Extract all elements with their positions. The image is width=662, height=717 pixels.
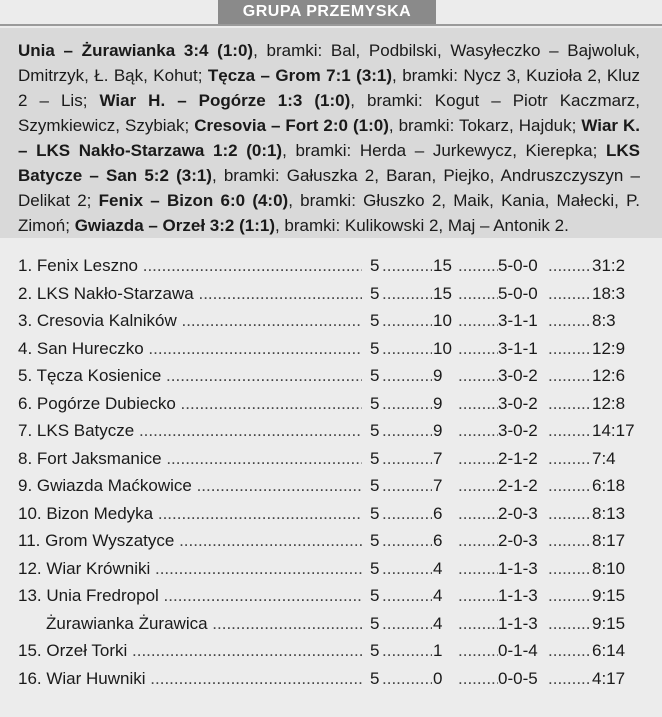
goal-ratio: 6:18 — [592, 476, 626, 495]
table-row — [0, 665, 662, 693]
match-scorers: , bramki: Kogut – Piotr Kaczmarz, Szymkiewicz, Szybiak; — [18, 91, 640, 135]
match-scorers: , bramki: Nycz 3, Kuzioła 2, Kluz 2 – Lis; — [18, 66, 640, 110]
match-scorers: , bramki: Kulikowski 2, Maj – Antonik 2. — [274, 216, 569, 235]
dot-leader — [458, 335, 498, 363]
table-row — [0, 527, 662, 555]
team-name: 15. Orzeł Torki ..... — [18, 637, 362, 665]
dot-leader — [458, 637, 498, 665]
points: 4 — [433, 586, 443, 605]
dot-leader — [382, 335, 432, 363]
win-draw-loss: 3-0-2 — [498, 421, 538, 440]
dot-leader — [382, 280, 432, 308]
goal-ratio: 12:6 — [592, 366, 626, 385]
matches-played: 5 — [370, 256, 380, 275]
points: 0 — [433, 668, 443, 688]
match-score: Wiar K. – LKS Nakło-Starzawa 1:2 (0:1) — [18, 116, 641, 160]
dot-leader — [548, 610, 592, 638]
dot-leader — [382, 582, 432, 610]
goal-ratio: 4:17 — [592, 668, 626, 688]
win-draw-loss: 3-1-1 — [498, 338, 538, 358]
team-name: 13. Unia Fredropol ..... — [18, 582, 362, 610]
table-row — [0, 335, 662, 363]
dot-leader — [382, 527, 432, 555]
dot-leader — [548, 527, 592, 555]
team-name: 7. LKS Batycze ..... — [18, 417, 362, 445]
dot-leader — [548, 472, 592, 500]
dot-leader — [548, 555, 592, 583]
dot-leader — [458, 500, 498, 528]
matches-played: 5 — [370, 503, 380, 523]
dot-leader — [382, 307, 432, 335]
dot-leader — [382, 610, 432, 638]
goal-ratio: 9:15 — [592, 613, 626, 633]
goal-ratio: 31:2 — [592, 256, 626, 275]
team-name: 12. Wiar Krówniki ..... — [18, 555, 362, 583]
table-row — [0, 445, 662, 473]
header-divider — [0, 24, 662, 26]
section-header: GRUPA PRZEMYSKA — [218, 0, 436, 24]
dot-leader — [458, 527, 498, 555]
table-row — [0, 555, 662, 583]
win-draw-loss: 2-1-2 — [498, 476, 538, 495]
dot-leader — [382, 555, 432, 583]
team-name: 4. San Hureczko ..... — [18, 335, 362, 363]
table-row — [0, 390, 662, 418]
win-draw-loss: 2-1-2 — [498, 448, 538, 468]
team-name: 3. Cresovia Kalników ..... — [18, 307, 362, 335]
match-scorers: , bramki: Herda – Jurkewycz, Kierepka; — [282, 141, 606, 160]
match-scorers: , bramki: Bal, Podbilski, Wasyłeczko – Bajwoluk, Dmitrzyk, Ł. Bąk, Kohut; — [18, 41, 641, 85]
dot-leader — [382, 472, 432, 500]
win-draw-loss: 0-1-4 — [498, 641, 538, 660]
points: 7 — [433, 476, 443, 495]
dot-leader — [548, 637, 592, 665]
team-name: 9. Gwiazda Maćkowice ..... — [18, 472, 362, 500]
team-name: 10. Bizon Medyka ..... — [18, 500, 362, 528]
points: 4 — [433, 558, 443, 578]
matches-played: 5 — [370, 311, 380, 330]
dot-leader — [458, 252, 498, 280]
matches-played: 5 — [370, 338, 380, 358]
team-name: 1. Fenix Leszno ..... — [18, 252, 362, 280]
goal-ratio: 8:10 — [592, 558, 626, 578]
table-row — [0, 417, 662, 445]
points: 4 — [433, 613, 443, 633]
match-score: LKS Batycze – San 5:2 (3:1) — [18, 141, 640, 185]
match-score: Tęcza – Grom 7:1 (3:1) — [207, 66, 393, 85]
match-scorers: , bramki: Głuszko 2, Maik, Kania, Małecki, P. Zimoń; — [18, 191, 641, 235]
table-row — [0, 610, 662, 638]
table-row — [0, 362, 662, 390]
team-name: 11. Grom Wyszatyce ..... — [18, 527, 362, 555]
goal-ratio: 12:8 — [592, 393, 626, 413]
goal-ratio: 9:15 — [592, 586, 626, 605]
dot-leader — [548, 582, 592, 610]
table-row — [0, 252, 662, 280]
win-draw-loss: 1-1-3 — [498, 586, 538, 605]
dot-leader — [382, 252, 432, 280]
match-score: Gwiazda – Orzeł 3:2 (1:1) — [74, 216, 275, 235]
goal-ratio: 18:3 — [592, 283, 626, 303]
win-draw-loss: 3-0-2 — [498, 366, 538, 385]
dot-leader — [382, 390, 432, 418]
dot-leader — [548, 445, 592, 473]
goal-ratio: 8:13 — [592, 503, 626, 523]
matches-played: 5 — [370, 613, 380, 633]
matches-played: 5 — [370, 421, 380, 440]
win-draw-loss: 3-0-2 — [498, 393, 538, 413]
win-draw-loss: 2-0-3 — [498, 531, 538, 550]
dot-leader — [548, 665, 592, 693]
points: 9 — [433, 366, 443, 385]
matches-played: 5 — [370, 283, 380, 303]
standings-table — [0, 252, 662, 692]
points: 1 — [433, 641, 443, 660]
points: 9 — [433, 393, 443, 413]
dot-leader — [458, 472, 498, 500]
team-name: 2. LKS Nakło-Starzawa ..... — [18, 280, 362, 308]
dot-leader — [458, 390, 498, 418]
dot-leader — [458, 280, 498, 308]
match-score: Wiar H. – Pogórze 1:3 (1:0) — [99, 91, 351, 110]
dot-leader — [458, 582, 498, 610]
points: 15 — [433, 256, 452, 275]
dot-leader — [382, 500, 432, 528]
win-draw-loss: 0-0-5 — [498, 668, 538, 688]
matches-played: 5 — [370, 531, 380, 550]
team-name: 16. Wiar Huwniki ..... — [18, 665, 362, 693]
matches-played: 5 — [370, 558, 380, 578]
points: 9 — [433, 421, 443, 440]
dot-leader — [548, 335, 592, 363]
match-scorers: , bramki: Gałuszka 2, Baran, Piejko, Andruszczyszyn – Delikat 2; — [18, 166, 640, 210]
dot-leader — [548, 362, 592, 390]
dot-leader — [382, 637, 432, 665]
table-row — [0, 582, 662, 610]
table-row — [0, 307, 662, 335]
goal-ratio: 8:17 — [592, 531, 626, 550]
dot-leader — [548, 390, 592, 418]
dot-leader — [382, 417, 432, 445]
points: 10 — [433, 338, 452, 358]
table-row — [0, 280, 662, 308]
dot-leader — [458, 307, 498, 335]
points: 10 — [433, 311, 452, 330]
match-score: Cresovia – Fort 2:0 (1:0) — [194, 116, 389, 135]
match-score: Fenix – Bizon 6:0 (4:0) — [98, 191, 289, 210]
matches-played: 5 — [370, 448, 380, 468]
goal-ratio: 14:17 — [592, 421, 635, 440]
dot-leader — [458, 610, 498, 638]
dot-leader — [548, 307, 592, 335]
goal-ratio: 6:14 — [592, 641, 626, 660]
matches-played: 5 — [370, 641, 380, 660]
goal-ratio: 8:3 — [592, 311, 616, 330]
points: 6 — [433, 503, 443, 523]
match-scorers: , bramki: Tokarz, Hajduk; — [388, 116, 582, 135]
dot-leader — [548, 252, 592, 280]
table-row — [0, 500, 662, 528]
team-name: 5. Tęcza Kosienice ..... — [18, 362, 362, 390]
matches-played: 5 — [370, 366, 380, 385]
dot-leader — [382, 362, 432, 390]
dot-leader — [458, 417, 498, 445]
match-score: Unia – Żurawianka 3:4 (1:0) — [18, 41, 254, 60]
team-name: 8. Fort Jaksmanice ..... — [18, 445, 362, 473]
win-draw-loss: 5-0-0 — [498, 283, 538, 303]
dot-leader — [458, 362, 498, 390]
dot-leader — [382, 665, 432, 693]
matches-played: 5 — [370, 476, 380, 495]
match-results-paragraph — [0, 28, 662, 238]
team-name: Żurawianka Żurawica ..... — [46, 610, 362, 638]
win-draw-loss: 5-0-0 — [498, 256, 538, 275]
win-draw-loss: 3-1-1 — [498, 311, 538, 330]
table-row — [0, 472, 662, 500]
goal-ratio: 7:4 — [592, 448, 616, 468]
points: 15 — [433, 283, 452, 303]
dot-leader — [548, 280, 592, 308]
dot-leader — [458, 665, 498, 693]
dot-leader — [548, 417, 592, 445]
win-draw-loss: 1-1-3 — [498, 558, 538, 578]
dot-leader — [458, 555, 498, 583]
win-draw-loss: 1-1-3 — [498, 613, 538, 633]
matches-played: 5 — [370, 668, 380, 688]
dot-leader — [548, 500, 592, 528]
goal-ratio: 12:9 — [592, 338, 626, 358]
points: 6 — [433, 531, 443, 550]
win-draw-loss: 2-0-3 — [498, 503, 538, 523]
dot-leader — [382, 445, 432, 473]
match-results-block — [0, 28, 662, 238]
dot-leader — [458, 445, 498, 473]
team-name: 6. Pogórze Dubiecko ..... — [18, 390, 362, 418]
table-row — [0, 637, 662, 665]
points: 7 — [433, 448, 443, 468]
matches-played: 5 — [370, 393, 380, 413]
matches-played: 5 — [370, 586, 380, 605]
